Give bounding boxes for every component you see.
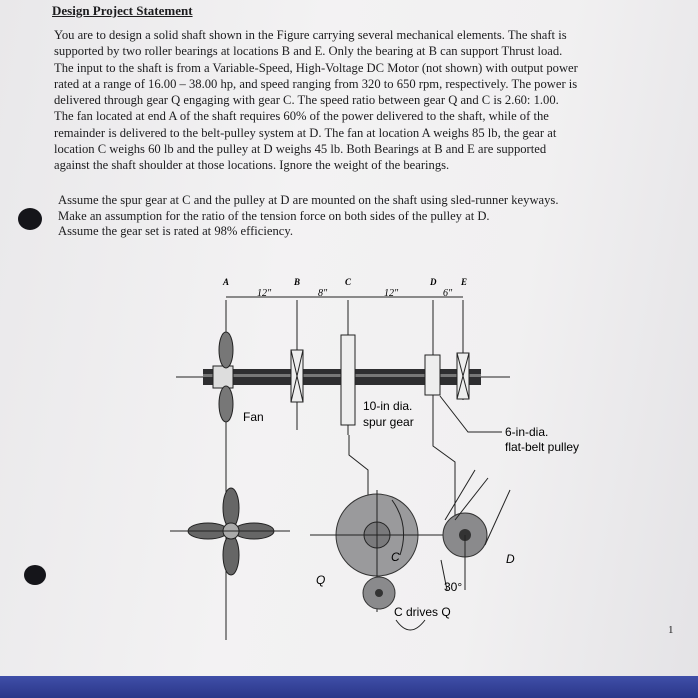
blue-edge: [0, 676, 698, 698]
label-b: B: [294, 277, 301, 287]
binder-hole: [24, 565, 46, 585]
fan-hub: [213, 366, 233, 388]
figure-stroke: [485, 490, 510, 545]
label-e: E: [461, 277, 468, 287]
angle-label: 30°: [444, 580, 463, 594]
figure-stroke: [445, 470, 475, 520]
pulley-label: 6-in-dia.: [505, 425, 549, 439]
dim-de: 6": [443, 288, 453, 299]
figure-stroke: [375, 589, 383, 597]
c-label: C: [391, 550, 400, 564]
text-line: supported by two roller bearings at locations B and E. Only the bearing at B can support Thrust load.: [54, 44, 563, 59]
fan-blade: [219, 332, 233, 368]
dim-bc: 8": [318, 288, 328, 299]
text-line: remainder is delivered to the belt-pulley system at D. The fan at location A weighs 85 lb, the gear at: [54, 125, 557, 140]
d-label: D: [506, 552, 515, 566]
text-line: Assume the gear set is rated at 98% efficiency.: [58, 224, 293, 238]
figure-stroke: [223, 535, 239, 575]
pulley-label: flat-belt pulley: [505, 440, 580, 454]
label-c: C: [345, 277, 352, 287]
text-line: Assume the spur gear at C and the pulley at D are mounted on the shaft using sled-runner keyways.: [58, 193, 559, 207]
gear-label: spur gear: [363, 415, 414, 429]
page-title: Design Project Statement: [52, 3, 193, 18]
drives-label: C drives Q: [394, 605, 451, 619]
q-label: Q: [316, 573, 326, 587]
text-line: delivered through gear Q engaging with gear C. The speed ratio between gear Q and C is 2.60: 1.00.: [54, 93, 559, 108]
drive-arrow: [396, 620, 425, 630]
dim-cd: 12": [384, 288, 399, 299]
text-line: The input to the shaft is from a Variable-Speed, High-Voltage DC Motor (not shown) with output power: [54, 60, 578, 75]
figure-stroke: [223, 488, 239, 528]
fan-label: Fan: [243, 410, 264, 424]
text-line: against the shaft shoulder at those locations. Ignore the weight of the bearings.: [54, 158, 450, 173]
gear-c: [341, 335, 355, 425]
figure-stroke: [440, 396, 502, 432]
page-number: 1: [668, 624, 674, 636]
figure-stroke: [433, 400, 455, 515]
label-a: A: [223, 277, 230, 287]
text-line: The fan located at end A of the shaft requires 60% of the power delivered to the shaft, while of the: [54, 109, 549, 124]
text-line: You are to design a solid shaft shown in the Figure carrying several mechanical elements. The shaft is: [54, 28, 567, 42]
text-line: Make an assumption for the ratio of the tension force on both sides of the pulley at D.: [58, 208, 490, 223]
gear-label: 10-in dia.: [363, 399, 413, 413]
pulley-d: [425, 355, 440, 395]
fan-end-view: [170, 488, 290, 575]
label-d: D: [430, 277, 437, 287]
text-line: rated at a range of 16.00 – 38.00 hp, and speed ranging from 320 to 650 rpm, respectively. The power is: [54, 76, 578, 91]
text-line: location C weighs 60 lb and the pulley at D weighs 45 lb. Both Bearings at B and E are supported: [54, 142, 547, 157]
fan-blade: [219, 386, 233, 422]
dim-ab: 12": [257, 288, 272, 299]
binder-hole: [18, 208, 42, 230]
